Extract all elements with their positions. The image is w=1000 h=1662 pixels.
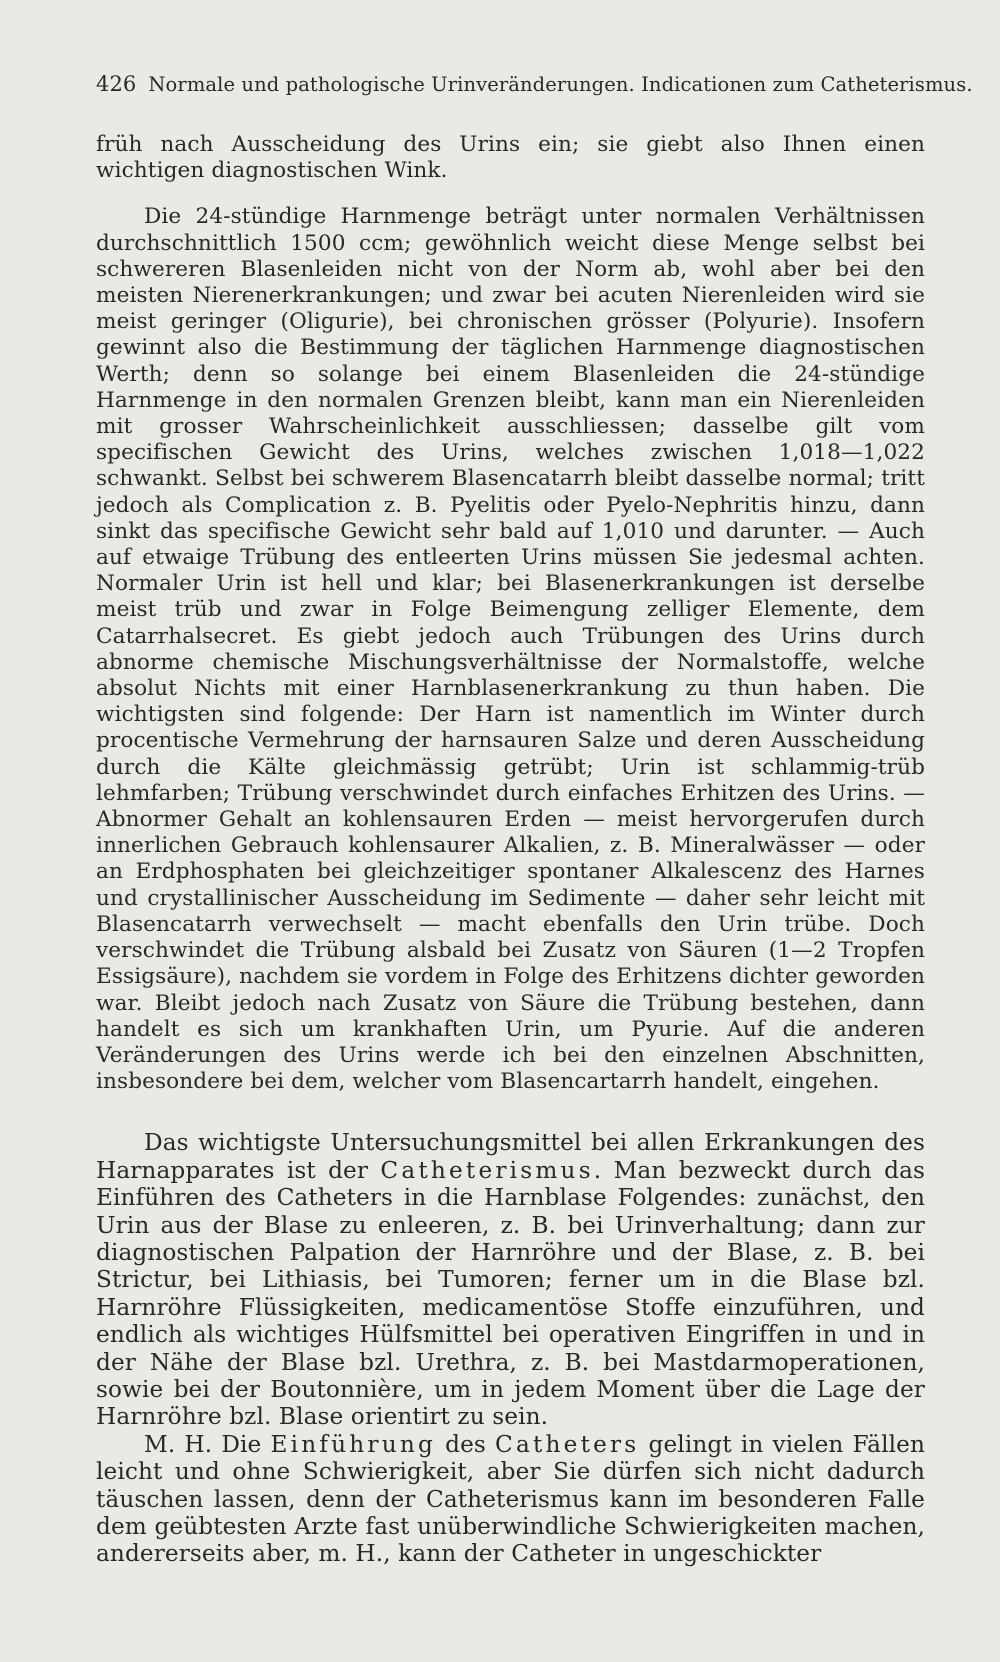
paragraph-text: Das wichtigste Untersuchungsmittel bei allen Erkrankungen des Harnapparates ist der [96, 1129, 925, 1184]
body-text [96, 132, 925, 1095]
emphasized-term: Catheterismus [380, 1156, 594, 1184]
page-number: 426 [96, 72, 137, 96]
section-gap [96, 1095, 925, 1129]
emphasized-term: Catheters [495, 1430, 640, 1458]
paragraph-text: . Man bezweckt durch das Einführen des Catheters in die Harnblase Folgendes: zunächst, den Urin aus der Blase zu enleeren, z. B. bei Urinverhaltung; dann zur diagnostischen Palpation der Harnröhre und der Blase, z. B. bei Strictur, bei Lithiasis, bei Tumoren; ferner um in die Blase bzl. Harnröhre Flüssigkeiten, medicamentöse Stoffe einzuführen, und endlich als wichtiges Hülfsmittel bei operativen Eingriffen in und in der Nähe der Blase bzl. Urethra, z. B. bei Mastdarmoperationen, sowie bei der Boutonnière, um in jedem Moment über die Lage der Harnröhre bzl. Blase orientirt zu sein. [96, 1156, 925, 1431]
paragraph-continued: früh nach Ausscheidung des Urins ein; sie giebt also Ihnen einen wichtigen diagnostischen Wink. [96, 132, 925, 184]
paragraph-catheterism [96, 1129, 925, 1430]
running-title: Normale und pathologische Urinveränderungen. Indicationen zum Catheterismus. [148, 73, 973, 96]
paragraph-text: M. H. Die [144, 1430, 271, 1458]
running-header [96, 72, 973, 96]
paragraph-introduction [96, 1431, 925, 1568]
paragraph-urine-quantity: Die 24-stündige Harnmenge beträgt unter normalen Verhältnissen durchschnittlich 1500 ccm; gewöhnlich weicht diese Menge selbst bei schwereren Blasenleiden nicht von der Norm ab, wohl aber bei den meisten Nierenerkrankungen; und zwar bei acuten Nierenleiden wird sie meist geringer (Oligurie), bei chronischen grösser (Polyurie). Insofern gewinnt also die Bestimmung der täglichen Harnmenge diagnostischen Werth; denn so solange bei einem Blasenleiden die 24-stündige Harnmenge in den normalen Grenzen bleibt, kann man ein Nierenleiden mit grosser Wahrscheinlichkeit ausschliessen; dasselbe gilt vom specifischen Gewicht des Urins, welches zwischen 1,018—1,022 schwankt. Selbst bei schwerem Blasencatarrh bleibt dasselbe normal; tritt jedoch als Complication z. B. Pyelitis oder Pyelo-Nephritis hinzu, dann sinkt das specifische Gewicht sehr bald auf 1,010 und darunter. — Auch auf etwaige Trübung des entleerten Urins müssen Sie jedesmal achten. Normaler Urin ist hell und klar; bei Blasenerkrankungen ist derselbe meist trüb und zwar in Folge Beimengung zelliger Elemente, dem Catarrhalsecret. Es giebt jedoch auch Trübungen des Urins durch abnorme chemische Mischungsverhältnisse der Normalstoffe, welche absolut Nichts mit einer Harnblasenerkrankung zu thun haben. Die wichtigsten sind folgende: Der Harn ist namentlich im Winter durch procentische Vermehrung der harnsauren Salze und deren Ausscheidung durch die Kälte gleichmässig getrübt; Urin ist schlammig-trüb lehmfarben; Trübung verschwindet durch einfaches Erhitzen des Urins. — Abnormer Gehalt an kohlensauren Erden — meist hervorgerufen durch innerlichen Gebrauch kohlensaurer Alkalien, z. B. Mineralwässer — oder an Erdphosphaten bei gleichzeitiger spontaner Alkalescenz des Harnes und crystallinischer Ausscheidung im Sedimente — daher sehr leicht mit Blasencatarrh verwechselt — macht ebenfalls den Urin trübe. Doch verschwindet die Trübung alsbald bei Zusatz von Säuren (1—2 Tropfen Essigsäure), nachdem sie vordem in Folge des Erhitzens dichter geworden war. Bleibt jedoch nach Zusatz von Säure die Trübung bestehen, dann handelt es sich um krankhaften Urin, um Pyurie. Auf die anderen Veränderungen des Urins werde ich bei den einzelnen Abschnitten, insbesondere bei dem, welcher vom Blasencartarrh handelt, eingehen. [96, 204, 925, 1095]
paragraph-gap [96, 184, 925, 204]
emphasized-term: Einführung [270, 1430, 437, 1458]
paragraph-text: gelingt in vielen Fällen leicht und ohne Schwierigkeit, aber Sie dürfen sich nicht dadurch täuschen lassen, denn der Catheterismus kann im besonderen Falle dem geübtesten Arzte fast unüberwindliche Schwierigkeiten machen, andererseits aber, m. H., kann der Catheter in ungeschickter [96, 1430, 925, 1568]
paragraph-text: des [436, 1430, 496, 1458]
body-text-catheterism [96, 1129, 925, 1568]
